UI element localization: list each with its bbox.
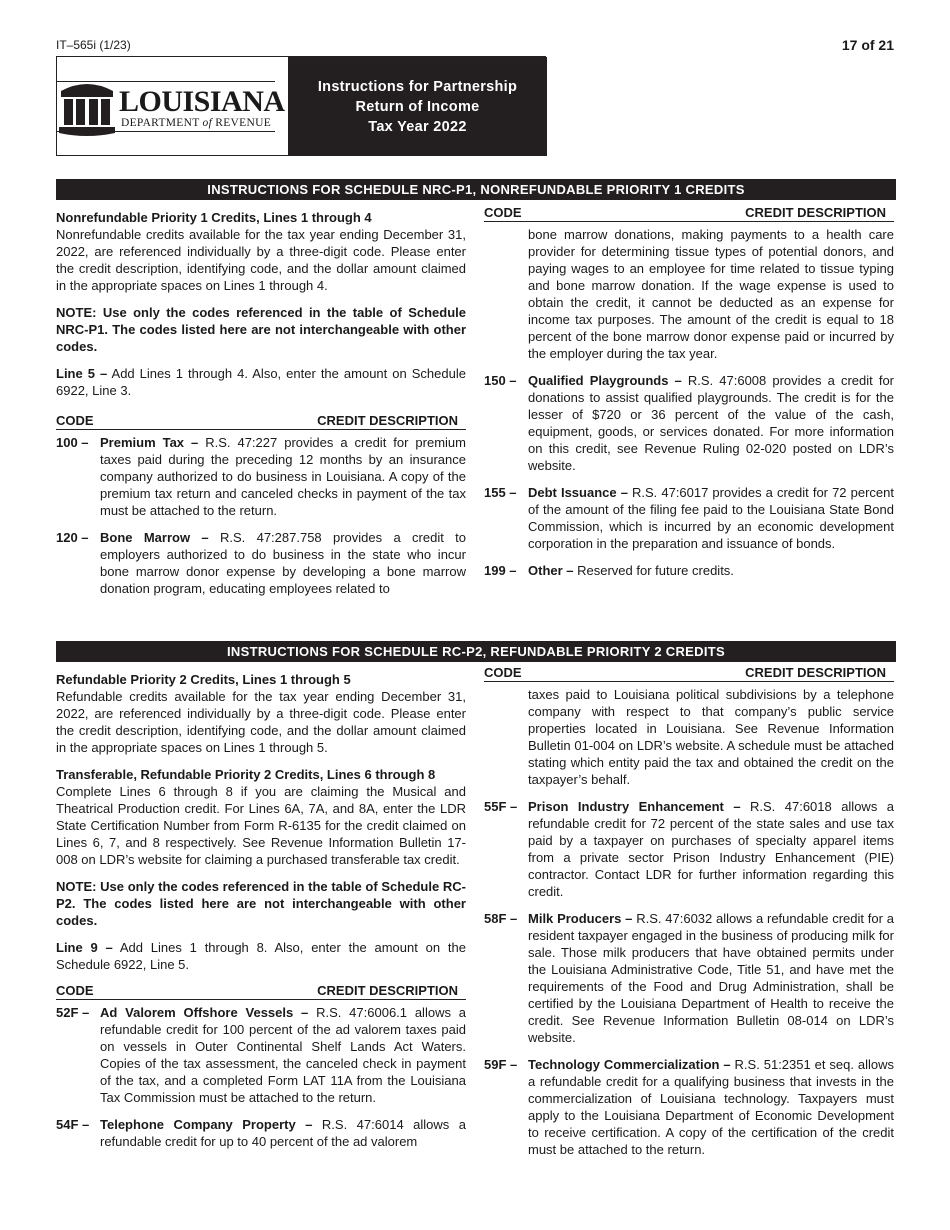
credit-entry-continued: bone marrow donations, making payments to a health care provider for determining tissue types of potential donors, and paying wages to an employee for time related to tissue typing and bone marrow donation. If the wage expense is used to obtain the credit, it cannot be deducted as an expense for income tax purposes. The amount of the credit is equal to 18 percent of the bone marrow donor expense paid or incurred by the employer during the tax year. xyxy=(528,227,894,361)
credit-entry-continued: taxes paid to Louisiana political subdivisions by a telephone company with respect to that company’s public service properties located in Louisiana. See Revenue Information Bulletin 01-004 on LDR’s website. A schedule must be attached stating which entity paid the tax and obtained the credit on the taxpayer’s behalf. xyxy=(528,687,894,787)
note: NOTE: Use only the codes referenced in the table of Schedule NRC-P1. The codes listed here are not interchangeable with other codes. xyxy=(56,305,466,354)
section-bar-nrc: INSTRUCTIONS FOR SCHEDULE NRC-P1, NONREFUNDABLE PRIORITY 1 CREDITS xyxy=(56,179,896,200)
credit-entry: 59F – Technology Commercialization – R.S. 51:2351 et seq. allows a refundable credit for a qualifying business that invests in the commercialization of Louisiana technology. Taxpayers must apply to the Louisiana Department of Economic Development to receive certification. A copy of the certification of the credit must be attached to the return. xyxy=(484,1057,894,1157)
credit-entry: 120 – Bone Marrow – R.S. 47:287.758 provides a credit to employers authorized to do business in the state who incur bone marrow donor expense by developing a bone marrow donation program, educating employees related to xyxy=(56,530,467,596)
rc-left-column xyxy=(56,671,466,1160)
credit-entry: 55F – Prison Industry Enhancement – R.S. 47:6018 allows a refundable credit for 72 percent of the state sales and use tax paid by a taxpayer on purchases of specialty apparel items from a private sector Prison Industry Enhancement (PIE) contractor. Contact LDR for further information regarding this credit. xyxy=(484,799,894,899)
paragraph: Refundable credits available for the tax year ending December 31, 2022, are referenced individually by a three-digit code. Please enter the credit description, identifying code, and the dollar amount claimed in the appropriate spaces on Lines 1 through 5. xyxy=(56,689,466,755)
nrc-right-column xyxy=(484,205,894,589)
credit-entry: 100 – Premium Tax – R.S. 47:227 provides a credit for premium taxes paid during the preceding 12 months by an insurance company authorized to do business in Louisiana. A copy of the premium tax return and canceled checks in payment of the tax must be attached to the return. xyxy=(56,435,466,518)
code-table-header: CODE CREDIT DESCRIPTION xyxy=(56,413,466,430)
credit-entry: 58F – Milk Producers – R.S. 47:6032 allows a refundable credit for a resident taxpayer engaged in the business of producing milk for sale. Those milk producers that have obtained permits under the Louisiana Administrative Code, Title 51, and have met the requirements of the Food and Drug Administration, shall be certified by the Louisiana Department of Health to receive the credit. See Revenue Information Bulletin 08-014 on LDR’s website. xyxy=(484,911,894,1045)
section-heading: Transferable, Refundable Priority 2 Credits, Lines 6 through 8 xyxy=(56,767,436,782)
section-bar-rc: INSTRUCTIONS FOR SCHEDULE RC-P2, REFUNDABLE PRIORITY 2 CREDITS xyxy=(56,641,896,662)
note: NOTE: Use only the codes referenced in the table of Schedule RC-P2. The codes listed here are not interchangeable with other codes. xyxy=(56,879,466,928)
rc-right-column xyxy=(484,665,894,1168)
code-table-header: CODE CREDIT DESCRIPTION xyxy=(484,205,894,222)
paragraph: Nonrefundable credits available for the tax year ending December 31, 2022, are referenced individually by a three-digit code. Please enter the credit description, identifying code, and the dollar amount claimed in the appropriate spaces on Lines 1 through 4. xyxy=(56,227,466,293)
logo-wordmark: LOUISIANA xyxy=(119,85,285,118)
credit-entry: 150 – Qualified Playgrounds – R.S. 47:6008 provides a credit for donations to assist qualified playgrounds. The credit is for the lesser of $720 or 36 percent of the value of the cash, equipment, goods, or services donated. For more information on this credit, see Revenue Ruling 02-020 posted on LDR’s website. xyxy=(484,373,894,473)
document-header xyxy=(56,56,546,156)
credit-entry: 199 – Other – Reserved for future credits. xyxy=(484,563,734,578)
nrc-left-column xyxy=(56,209,466,607)
ldr-logo xyxy=(57,57,287,155)
section-heading: Nonrefundable Priority 1 Credits, Lines 1 through 4 xyxy=(56,210,372,225)
document-title: Instructions for Partnership Return of Income Tax Year 2022 xyxy=(288,57,547,156)
line-instruction: Line 9 – Add Lines 1 through 8. Also, enter the amount on the Schedule 6922, Line 5. xyxy=(56,940,466,972)
page-number: 17 of 21 xyxy=(841,37,894,53)
logo-department: DEPARTMENT of REVENUE xyxy=(121,117,272,129)
paragraph: Complete Lines 6 through 8 if you are claiming the Musical and Theatrical Production credit. For Lines 6A, 7A, and 8A, enter the LDR State Certification Number from Form R-6135 for the credit claimed on Lines 6, 7, and 8 respectively. See Revenue Information Bulletin 17-008 on LDR’s website for claiming a purchased transferable tax credit. xyxy=(56,784,466,867)
credit-entry: 155 – Debt Issuance – R.S. 47:6017 provides a credit for 72 percent of the amount of the filing fee paid to the Louisiana State Bond Commission, which is incurred by an economic development corporation in the preparation and issuance of bonds. xyxy=(484,485,894,551)
capitol-columns-icon xyxy=(57,77,117,137)
section-heading: Refundable Priority 2 Credits, Lines 1 through 5 xyxy=(56,672,351,687)
code-table-header: CODE CREDIT DESCRIPTION xyxy=(484,665,894,682)
form-id: IT–565i (1/23) xyxy=(56,38,131,52)
credit-entry: 52F – Ad Valorem Offshore Vessels – R.S. 47:6006.1 allows a refundable credit for 100 percent of the ad valorem taxes paid on vessels in Outer Continental Shelf Lands Act Waters. Copies of the tax assessment, the canceled check in payment of the tax, and a completed Form LAT 11A from the Louisiana Tax Commission must be attached to the return. xyxy=(56,1005,466,1105)
line-instruction: Line 5 – Add Lines 1 through 4. Also, enter the amount on Schedule 6922, Line 3. xyxy=(56,366,466,398)
credit-entry: 54F – Telephone Company Property – R.S. 47:6014 allows a refundable credit for up to 40 percent of the ad valorem xyxy=(56,1117,466,1149)
code-table-header: CODE CREDIT DESCRIPTION xyxy=(56,983,466,1000)
